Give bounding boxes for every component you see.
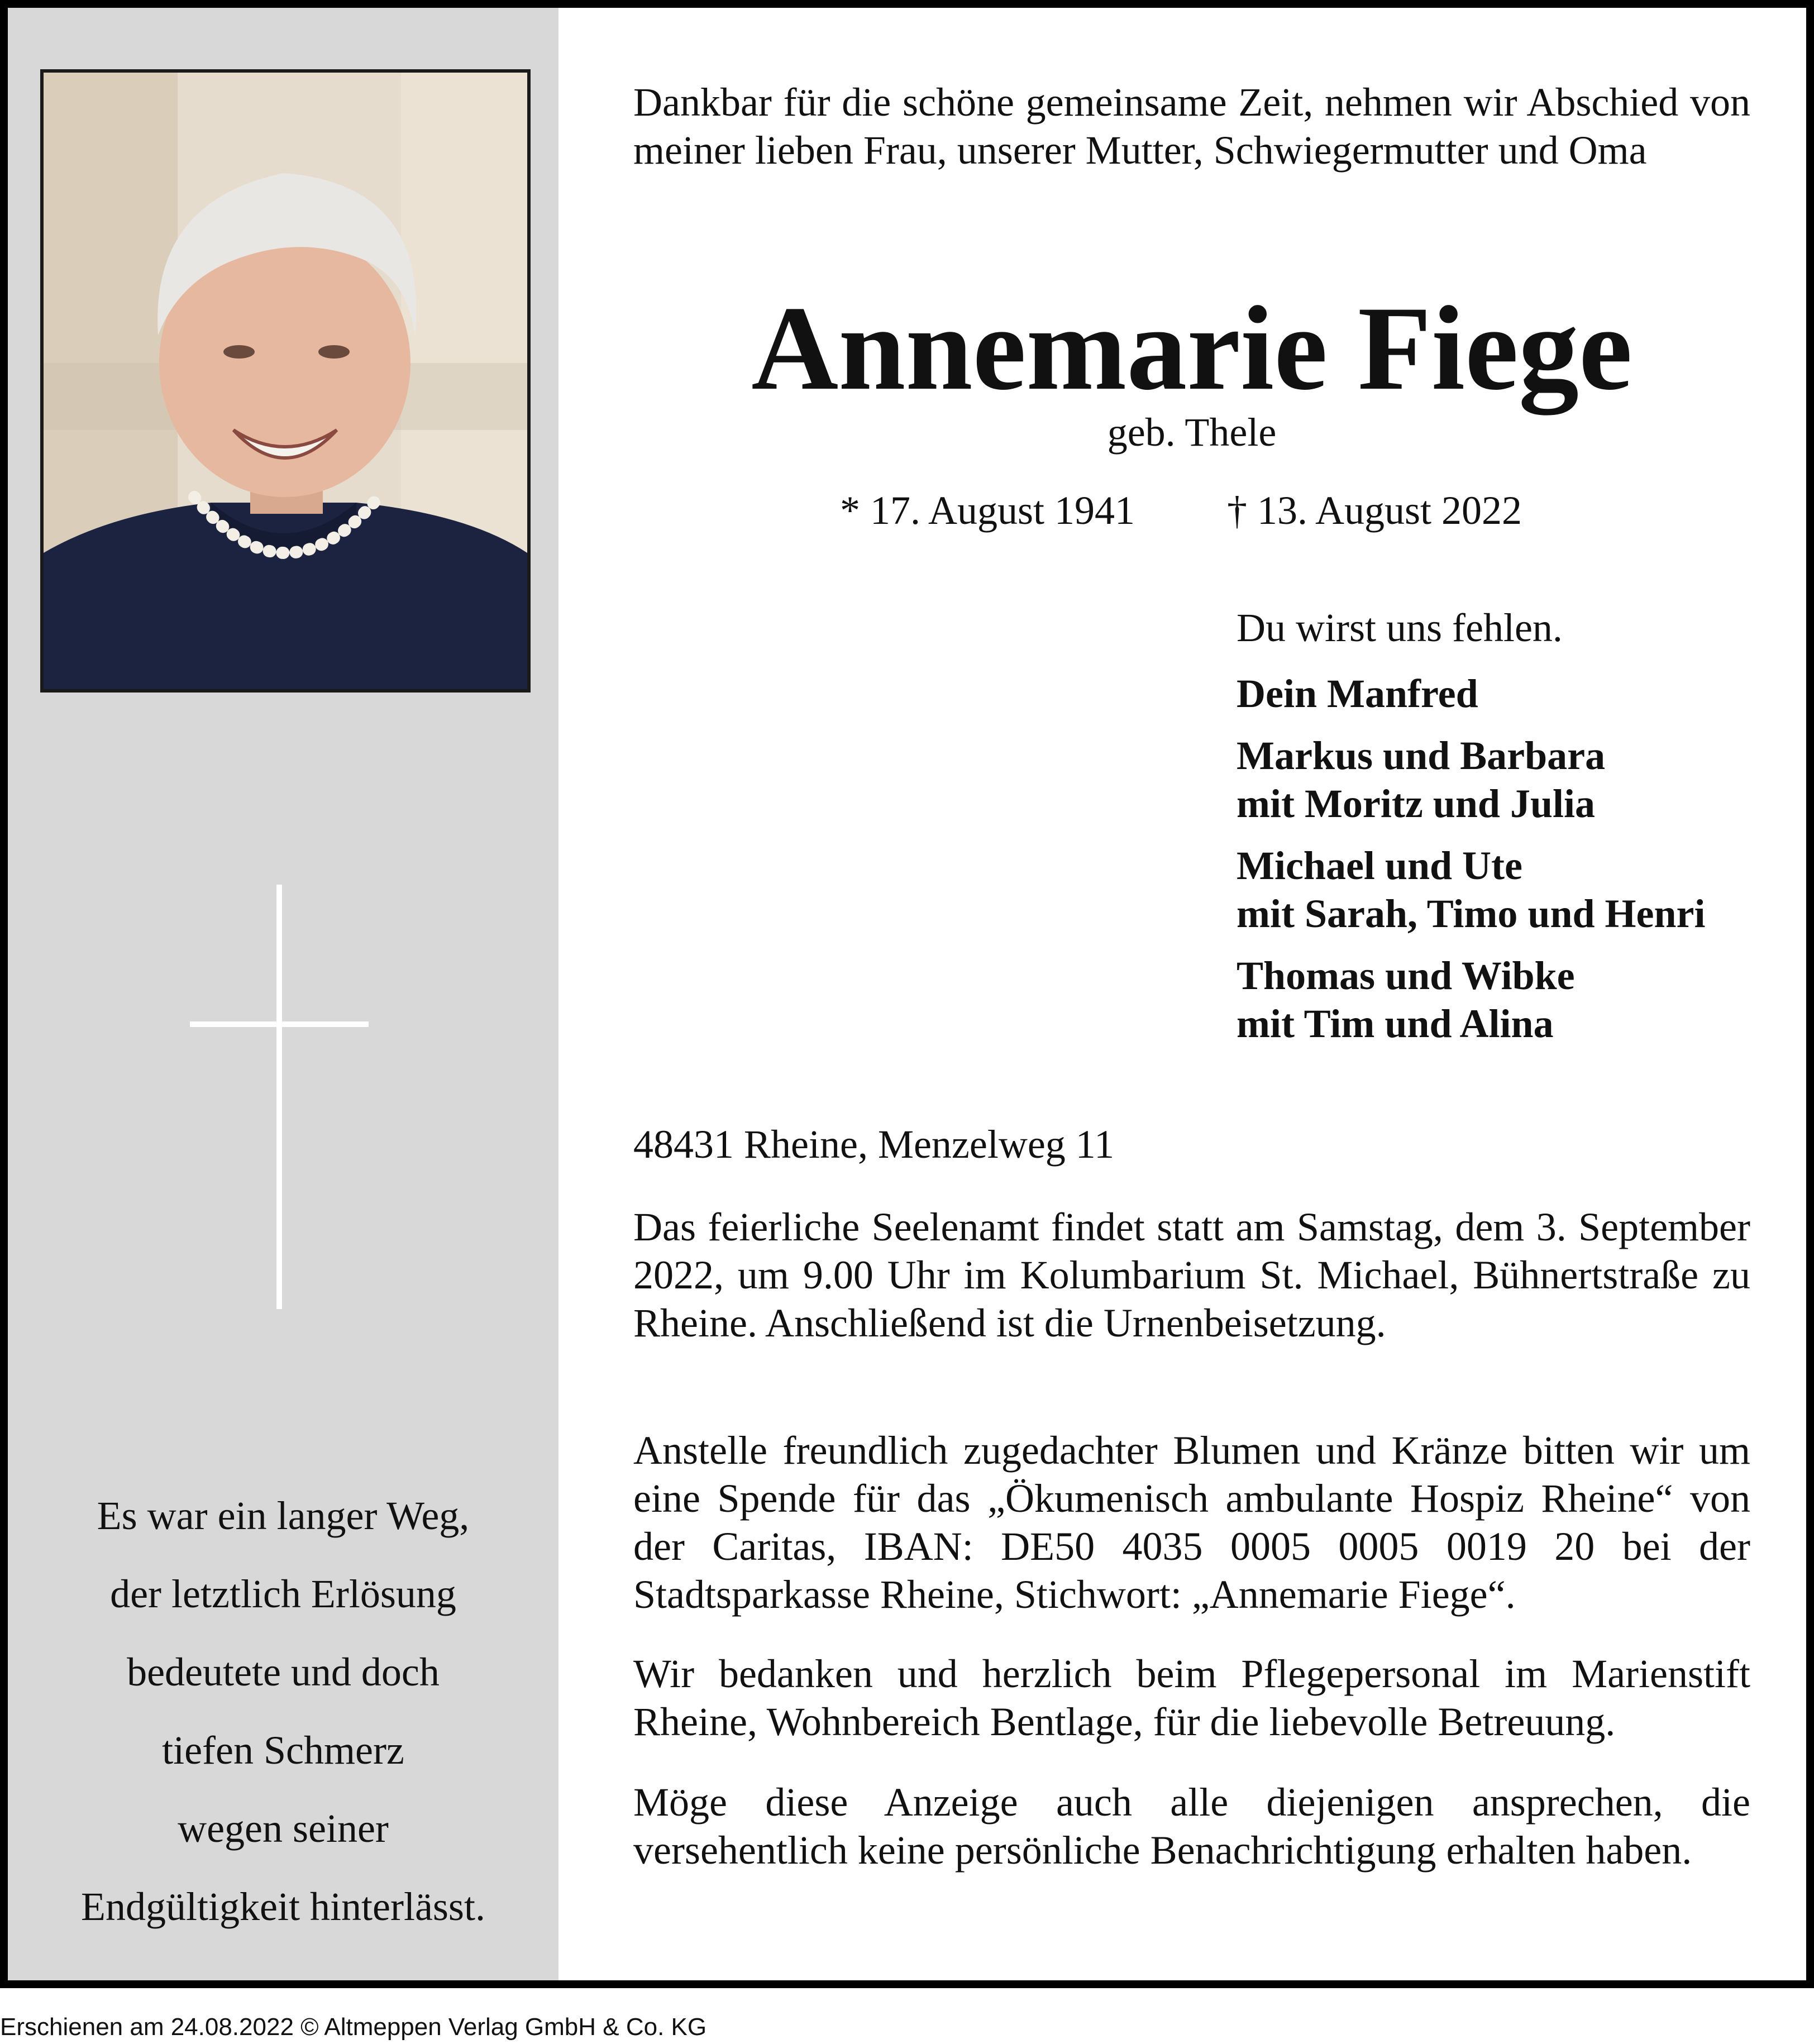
family-line: mit Moritz und Julia	[1237, 781, 1595, 826]
family-group	[1237, 952, 1773, 1048]
verse-line: Es war ein langer Weg,	[97, 1493, 470, 1538]
verse-line: wegen seiner	[178, 1806, 389, 1851]
verse-line: der letztlich Erlösung	[110, 1572, 456, 1616]
family-group	[1237, 732, 1773, 828]
verse-line: bedeutete und doch	[127, 1650, 440, 1694]
address: 48431 Rheine, Menzelweg 11	[633, 1122, 1115, 1167]
verse-line: tiefen Schmerz	[162, 1728, 404, 1773]
family-signatures	[1237, 603, 1773, 1062]
closing-line: Du wirst uns fehlen.	[1237, 605, 1563, 650]
death-date: † 13. August 2022	[1227, 488, 1522, 533]
latin-cross-icon	[190, 885, 369, 1309]
verse	[8, 1477, 558, 1946]
request-paragraph: Möge diese Anzeige auch alle diejenigen ansprechen, die versehentlich keine persönliche Benachrichtigung erhalten haben.	[633, 1780, 1750, 1873]
portrait-photo	[40, 69, 531, 693]
publication-footer: Erschienen am 24.08.2022 © Altmeppen Verlag GmbH & Co. KG	[0, 2013, 707, 2041]
maiden-name: geb. Thele	[1107, 410, 1277, 455]
family-group	[1237, 670, 1773, 718]
deceased-name: Annemarie Fiege	[751, 281, 1632, 415]
donation-paragraph: Anstelle freundlich zugedachter Blumen und Kränze bitten wir um eine Spende für das „Ökumenisch ambulante Hospiz Rheine“ von der Caritas, IBAN: DE50 4035 0005 0005 0019 20 bei der Stadtsparkasse Rheine, Stichwort: „Annemarie Fiege“.	[633, 1428, 1750, 1617]
family-group	[1237, 842, 1773, 938]
service-paragraph: Das feierliche Seelenamt findet statt am Samstag, dem 3. September 2022, um 9.00 Uhr im Kolumbarium St. Michael, Bühnertstraße zu Rheine. Anschließend ist die Urnenbeisetzung.	[633, 1205, 1750, 1345]
family-line: mit Tim und Alina	[1237, 1001, 1554, 1046]
family-line: Markus und Barbara	[1237, 733, 1606, 778]
birth-date: * 17. August 1941	[840, 488, 1135, 533]
thanks-paragraph: Wir bedanken und herzlich beim Pflegepersonal im Marienstift Rheine, Wohnbereich Bentlage, für die liebevolle Betreuung.	[633, 1651, 1750, 1744]
family-line: Thomas und Wibke	[1237, 953, 1575, 998]
family-line: Dein Manfred	[1237, 671, 1478, 716]
sidebar	[8, 8, 558, 1980]
verse-line: Endgültigkeit hinterlässt.	[81, 1884, 485, 1929]
family-line: mit Sarah, Timo und Henri	[1237, 891, 1706, 936]
intro-text: Dankbar für die schöne gemeinsame Zeit, nehmen wir Abschied von meiner lieben Frau, unserer Mutter, Schwiegermutter und Oma	[633, 80, 1750, 173]
family-line: Michael und Ute	[1237, 843, 1522, 888]
